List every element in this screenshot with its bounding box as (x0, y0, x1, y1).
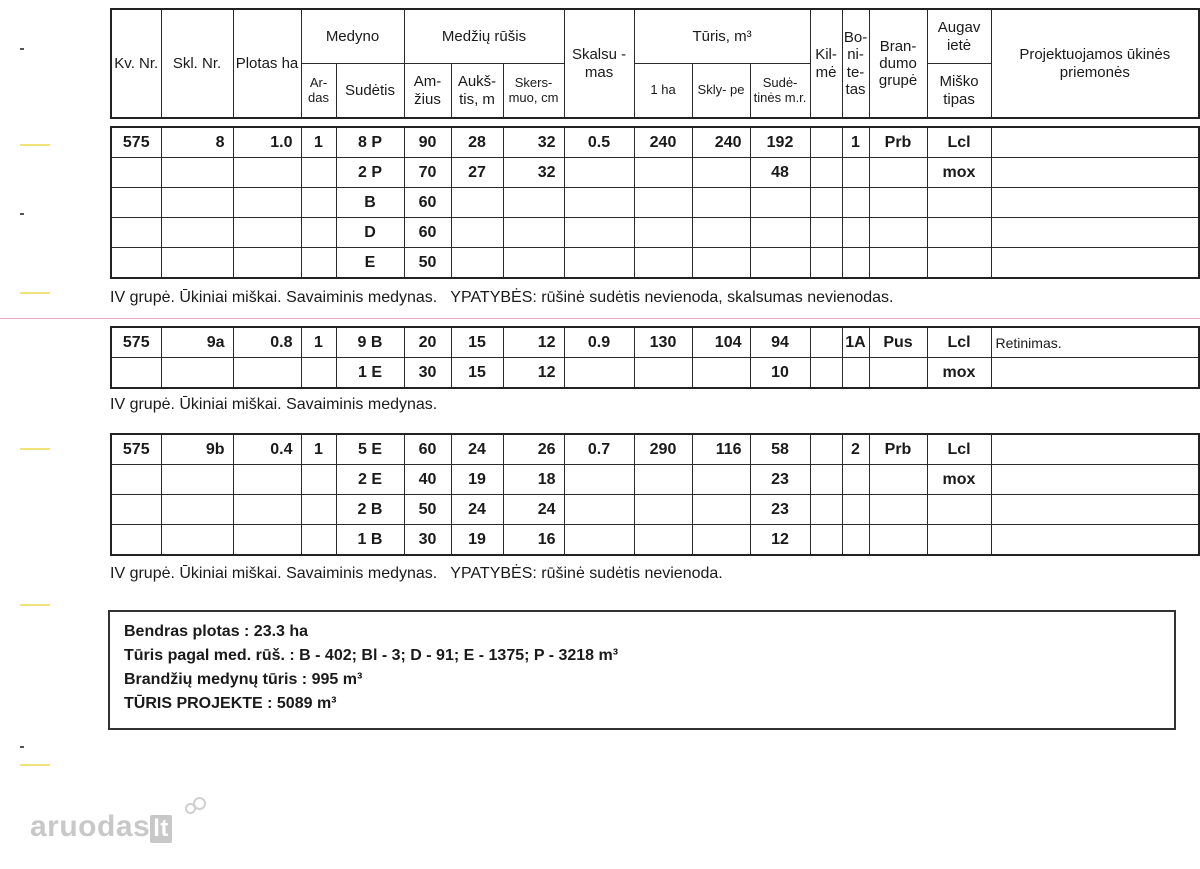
cell-kv (111, 358, 161, 389)
cell-bonitetas (842, 358, 869, 389)
header-skersmuo: Skers- muo, cm (503, 64, 564, 119)
cell-plotas (233, 158, 301, 188)
cell-kv: 575 (111, 327, 161, 358)
cell-ardas (301, 218, 336, 248)
cell-skersmuo (503, 248, 564, 279)
cell-sklype (692, 495, 750, 525)
stand-table (110, 326, 1200, 389)
cell-sudetis: B (336, 188, 404, 218)
cell-sudetines (750, 188, 810, 218)
cell-brand (869, 495, 927, 525)
cell-skl: 9a (161, 327, 233, 358)
cell-aukstis (451, 188, 503, 218)
cell-sudetines: 23 (750, 465, 810, 495)
cell-kv (111, 525, 161, 556)
cell-aug: mox (927, 358, 991, 389)
cell-priem (991, 495, 1199, 525)
cell-aukstis (451, 248, 503, 279)
header-kv: Kv. Nr. (111, 9, 161, 118)
cell-skalsumas (564, 218, 634, 248)
cell-ardas (301, 358, 336, 389)
stand-caption: IV grupė. Ūkiniai miškai. Savaiminis medynas. YPATYBĖS: rūšinė sudėtis nevienoda. (110, 565, 723, 582)
stand-table (110, 433, 1200, 556)
header-plotas: Plotas ha (233, 9, 301, 118)
stand-caption: IV grupė. Ūkiniai miškai. Savaiminis medynas. (110, 396, 438, 413)
stand-caption: IV grupė. Ūkiniai miškai. Savaiminis medynas. YPATYBĖS: rūšinė sudėtis nevienoda, skalsumas nevienodas. (110, 289, 894, 306)
summary-total-area: Bendras plotas : 23.3 ha (124, 623, 309, 640)
cell-ardas (301, 525, 336, 556)
cell-bonitetas (842, 188, 869, 218)
cell-skl (161, 465, 233, 495)
cell-bonitetas (842, 158, 869, 188)
cell-sklype (692, 358, 750, 389)
cell-bonitetas (842, 248, 869, 279)
header-turis-1ha: 1 ha (634, 64, 692, 119)
cell-skl (161, 188, 233, 218)
cell-plotas (233, 218, 301, 248)
cell-amzius: 40 (404, 465, 451, 495)
cell-brand: Prb (869, 127, 927, 158)
cell-kilme (810, 158, 842, 188)
cell-brand: Prb (869, 434, 927, 465)
header-medyno: Medyno (301, 9, 404, 64)
cell-sudetines: 192 (750, 127, 810, 158)
cell-kilme (810, 127, 842, 158)
cell-priem (991, 158, 1199, 188)
cell-amzius: 30 (404, 358, 451, 389)
header-augaviete: Augav ietė (927, 9, 991, 64)
cell-amzius: 60 (404, 188, 451, 218)
cell-sudetines: 23 (750, 495, 810, 525)
column-header-table (110, 8, 1200, 119)
summary-box (108, 610, 1176, 730)
cell-kv (111, 158, 161, 188)
cell-aug (927, 188, 991, 218)
scan-mark (20, 448, 50, 450)
header-brandumo: Bran- dumo grupė (869, 9, 927, 118)
cell-ha: 290 (634, 434, 692, 465)
cell-bonitetas (842, 525, 869, 556)
cell-sklype: 240 (692, 127, 750, 158)
cell-kilme (810, 465, 842, 495)
cell-sudetis: D (336, 218, 404, 248)
cell-amzius: 50 (404, 495, 451, 525)
cell-sudetis: 1 B (336, 525, 404, 556)
cell-kilme (810, 248, 842, 279)
cell-ardas (301, 158, 336, 188)
cell-kv (111, 188, 161, 218)
cell-aukstis: 24 (451, 495, 503, 525)
cell-sudetines: 12 (750, 525, 810, 556)
table-row (111, 127, 1199, 158)
cell-bonitetas (842, 218, 869, 248)
cell-aug (927, 525, 991, 556)
cell-skl (161, 158, 233, 188)
cell-aug (927, 218, 991, 248)
cell-bonitetas (842, 495, 869, 525)
cell-kv (111, 465, 161, 495)
cell-kilme (810, 495, 842, 525)
cell-skersmuo (503, 218, 564, 248)
cell-skersmuo: 12 (503, 358, 564, 389)
cell-brand (869, 188, 927, 218)
cell-brand (869, 525, 927, 556)
cell-priem (991, 127, 1199, 158)
cell-kilme (810, 358, 842, 389)
cell-ardas (301, 188, 336, 218)
cell-kilme (810, 434, 842, 465)
cell-ardas: 1 (301, 434, 336, 465)
cell-aukstis: 15 (451, 358, 503, 389)
cell-priem (991, 188, 1199, 218)
summary-mature-volume: Brandžių medynų tūris : 995 m³ (124, 671, 363, 688)
cell-kv (111, 495, 161, 525)
cell-amzius: 30 (404, 525, 451, 556)
scan-mark (20, 213, 24, 215)
cell-skersmuo: 32 (503, 127, 564, 158)
header-amzius: Am- žius (404, 64, 451, 119)
cell-ha (634, 218, 692, 248)
cell-ha (634, 525, 692, 556)
cell-plotas: 1.0 (233, 127, 301, 158)
cell-aug: Lcl (927, 327, 991, 358)
cell-priem (991, 358, 1199, 389)
cell-kilme (810, 218, 842, 248)
cell-skalsumas: 0.9 (564, 327, 634, 358)
cell-skalsumas (564, 158, 634, 188)
scan-mark (20, 144, 50, 146)
cell-skersmuo: 32 (503, 158, 564, 188)
scan-mark (20, 604, 50, 606)
cell-aukstis: 28 (451, 127, 503, 158)
cell-skl (161, 248, 233, 279)
cell-skersmuo: 16 (503, 525, 564, 556)
cell-bonitetas: 1 (842, 127, 869, 158)
cell-skalsumas: 0.7 (564, 434, 634, 465)
page-divider-line (0, 318, 1200, 319)
watermark-smoke-icon (183, 797, 205, 813)
header-medziu-rusis: Medžių rūšis (404, 9, 564, 64)
cell-plotas (233, 525, 301, 556)
cell-kilme (810, 188, 842, 218)
table-row (111, 218, 1199, 248)
cell-kilme (810, 327, 842, 358)
header-bonitetas: Bo- ni- te- tas (842, 9, 869, 118)
cell-sklype: 116 (692, 434, 750, 465)
cell-ha (634, 188, 692, 218)
cell-kv (111, 218, 161, 248)
cell-sudetis: 2 E (336, 465, 404, 495)
cell-aukstis (451, 218, 503, 248)
cell-skalsumas (564, 495, 634, 525)
cell-amzius: 60 (404, 434, 451, 465)
cell-sudetis: 8 P (336, 127, 404, 158)
stand-table (110, 126, 1200, 279)
cell-bonitetas (842, 465, 869, 495)
cell-sklype: 104 (692, 327, 750, 358)
cell-brand (869, 158, 927, 188)
cell-ardas (301, 465, 336, 495)
header-skalsumas: Skalsu - mas (564, 9, 634, 118)
cell-aug (927, 495, 991, 525)
cell-skalsumas (564, 248, 634, 279)
scan-mark (20, 764, 50, 766)
watermark-brand: aruodas (30, 810, 151, 843)
cell-skersmuo: 26 (503, 434, 564, 465)
table-row (111, 327, 1199, 358)
cell-bonitetas: 2 (842, 434, 869, 465)
cell-plotas (233, 248, 301, 279)
cell-ardas (301, 495, 336, 525)
cell-priem: Retinimas. (991, 327, 1199, 358)
cell-priem (991, 434, 1199, 465)
cell-aug: mox (927, 158, 991, 188)
cell-priem (991, 525, 1199, 556)
cell-bonitetas: 1A (842, 327, 869, 358)
summary-project-volume: TŪRIS PROJEKTE : 5089 m³ (124, 695, 337, 712)
cell-ha (634, 248, 692, 279)
cell-amzius: 50 (404, 248, 451, 279)
cell-aukstis: 15 (451, 327, 503, 358)
cell-sudetines: 58 (750, 434, 810, 465)
cell-skalsumas (564, 465, 634, 495)
cell-plotas (233, 188, 301, 218)
header-kilme: Kil- mė (810, 9, 842, 118)
cell-skersmuo: 12 (503, 327, 564, 358)
cell-skl (161, 495, 233, 525)
cell-plotas (233, 465, 301, 495)
header-aukstis: Aukš- tis, m (451, 64, 503, 119)
cell-priem (991, 465, 1199, 495)
table-row (111, 465, 1199, 495)
header-ardas: Ar- das (301, 64, 336, 119)
cell-skersmuo: 18 (503, 465, 564, 495)
cell-sudetines (750, 218, 810, 248)
cell-skl (161, 358, 233, 389)
cell-amzius: 90 (404, 127, 451, 158)
header-turis-sudetines: Sudė- tinės m.r. (750, 64, 810, 119)
cell-brand: Pus (869, 327, 927, 358)
cell-sudetis: 5 E (336, 434, 404, 465)
cell-sklype (692, 158, 750, 188)
cell-sudetines: 94 (750, 327, 810, 358)
header-skl: Skl. Nr. (161, 9, 233, 118)
cell-sudetines: 48 (750, 158, 810, 188)
cell-brand (869, 248, 927, 279)
cell-kilme (810, 525, 842, 556)
cell-skersmuo (503, 188, 564, 218)
cell-ardas: 1 (301, 127, 336, 158)
cell-aukstis: 19 (451, 465, 503, 495)
cell-amzius: 70 (404, 158, 451, 188)
cell-skalsumas (564, 525, 634, 556)
cell-plotas: 0.8 (233, 327, 301, 358)
scan-mark (20, 746, 24, 748)
cell-aug: Lcl (927, 127, 991, 158)
cell-kv: 575 (111, 127, 161, 158)
table-row (111, 495, 1199, 525)
cell-sklype (692, 525, 750, 556)
header-turis-sklype: Skly- pe (692, 64, 750, 119)
cell-sklype (692, 188, 750, 218)
cell-plotas: 0.4 (233, 434, 301, 465)
table-row (111, 525, 1199, 556)
cell-amzius: 60 (404, 218, 451, 248)
cell-kv (111, 248, 161, 279)
cell-brand (869, 358, 927, 389)
cell-skalsumas: 0.5 (564, 127, 634, 158)
cell-skersmuo: 24 (503, 495, 564, 525)
cell-aug: Lcl (927, 434, 991, 465)
cell-kv: 575 (111, 434, 161, 465)
cell-ha (634, 465, 692, 495)
cell-ha (634, 158, 692, 188)
cell-brand (869, 465, 927, 495)
cell-sudetines: 10 (750, 358, 810, 389)
scan-mark (20, 48, 24, 50)
cell-sudetines (750, 248, 810, 279)
cell-ha (634, 495, 692, 525)
cell-skl: 9b (161, 434, 233, 465)
cell-skl: 8 (161, 127, 233, 158)
cell-aukstis: 24 (451, 434, 503, 465)
cell-aug: mox (927, 465, 991, 495)
cell-sudetis: 9 B (336, 327, 404, 358)
cell-brand (869, 218, 927, 248)
watermark-logo (30, 810, 172, 844)
summary-volume-by-species: Tūris pagal med. rūš. : B - 402; Bl - 3; D - 91; E - 1375; P - 3218 m³ (124, 647, 619, 664)
cell-sudetis: 2 P (336, 158, 404, 188)
table-row (111, 358, 1199, 389)
cell-plotas (233, 358, 301, 389)
cell-aukstis: 27 (451, 158, 503, 188)
cell-amzius: 20 (404, 327, 451, 358)
cell-skalsumas (564, 188, 634, 218)
cell-sudetis: 1 E (336, 358, 404, 389)
scan-mark (20, 292, 50, 294)
header-sudetis: Sudėtis (336, 64, 404, 119)
cell-sklype (692, 248, 750, 279)
cell-aukstis: 19 (451, 525, 503, 556)
table-row (111, 188, 1199, 218)
header-misko-tipas: Miško tipas (927, 64, 991, 119)
cell-sklype (692, 218, 750, 248)
cell-ha: 240 (634, 127, 692, 158)
table-row (111, 248, 1199, 279)
cell-ha (634, 358, 692, 389)
header-turis: Tūris, m³ (634, 9, 810, 64)
cell-sklype (692, 465, 750, 495)
cell-skl (161, 525, 233, 556)
cell-skl (161, 218, 233, 248)
cell-priem (991, 218, 1199, 248)
watermark-tld: lt (150, 815, 172, 843)
cell-ha: 130 (634, 327, 692, 358)
table-row (111, 158, 1199, 188)
header-priemones: Projektuojamos ūkinės priemonės (991, 9, 1199, 118)
cell-plotas (233, 495, 301, 525)
cell-aug (927, 248, 991, 279)
cell-ardas (301, 248, 336, 279)
cell-priem (991, 248, 1199, 279)
table-row (111, 434, 1199, 465)
cell-skalsumas (564, 358, 634, 389)
cell-sudetis: E (336, 248, 404, 279)
cell-ardas: 1 (301, 327, 336, 358)
cell-sudetis: 2 B (336, 495, 404, 525)
